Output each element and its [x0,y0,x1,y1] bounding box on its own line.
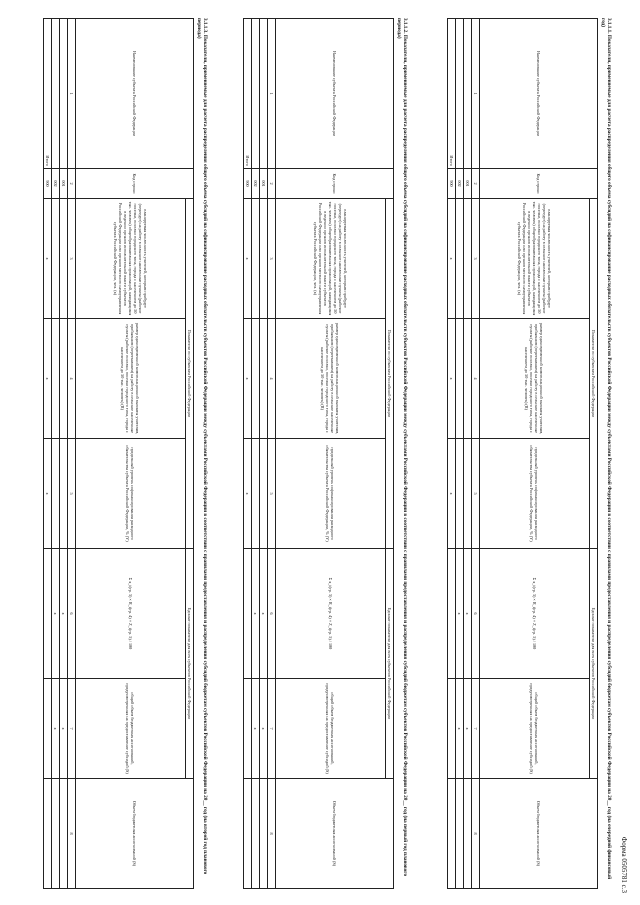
column-number: 4 [268,319,276,439]
section-title: 3.1.1.2. Показатели, применяемые для расчета распределения общего объема субсидий на софинансирование расходных обязательств субъектов Российской Федерации между субъектами Российской Федерации в соответствии с правилами предоставления и распределения субсидий бюджетам субъектов Российской Федерации на 20__ год (на первый год планового периода) [396,18,408,877]
table-row [260,19,268,889]
table-cell-x6 [52,779,60,889]
column-header-code: Код строки [76,169,194,199]
table-cell-x5: x [456,679,464,779]
total-cell-x3: x [244,439,252,549]
total-row [44,19,52,889]
table-cell-name [52,19,60,169]
total-cell-x2: x [448,319,456,439]
column-header-volume: Объем бюджетных ассигнований (S) [480,779,598,889]
table-row [464,19,472,889]
column-header-formula: Σ x_i(гр. 3) × R_i(гр. 4) × Z_i(гр. 5) / 100 [480,549,590,679]
table-cell-name [456,19,464,169]
table-cell-code: 002 [456,169,464,199]
column-header-volume: Объем бюджетных ассигнований (S) [276,779,394,889]
column-header-teachers: планируемая численность учителей, которым прибудут (переедут) на работу в сельские населенные пункты (рабочие поселки, поселки городского типа, города с населением до 50 тыс. человек) общеобразовательных организаций, находящихся в ведении органов исполнительной власти субъектов Российской Федерации или органов местного самоуправления субъекта Российской Федерации, чел. (x) [76,199,186,319]
column-header-name: Наименование субъекта Российской Федерации [480,19,598,169]
total-cell-code: 900 [44,169,52,199]
table-cell-x2 [60,319,68,439]
table-cell-code: 001 [464,169,472,199]
table-cell-x1 [260,199,268,319]
column-number: 1 [68,19,76,169]
header-group-common: Единые показатели для всех субъектов Российской Федерации [590,549,598,779]
column-number: 7 [68,679,76,779]
total-cell-x2: x [244,319,252,439]
table-cell-x4: x [456,549,464,679]
column-number: 7 [472,679,480,779]
table-cell-x5: x [252,679,260,779]
header-group-common: Единые показатели для всех субъектов Российской Федерации [186,549,194,779]
table-cell-name [464,19,472,169]
column-number: 5 [68,439,76,549]
total-cell-x6 [244,779,252,889]
table-cell-x3 [252,439,260,549]
section-title: 3.1.1.3. Показатели, применяемые для расчета распределения общего объема субсидий на софинансирование расходных обязательств субъектов Российской Федерации между субъектами Российской Федерации в соответствии с правилами предоставления и распределения субсидий бюджетам субъектов Российской Федерации на 20__ год (на второй год планового периода) [196,18,208,875]
table-cell-x3 [52,439,60,549]
header-group-subjects: Показатели по субъектам Российской Федерации [386,199,394,549]
table-cell-name [252,19,260,169]
column-header-cofinancing: предельный уровень софинансирования расходного обязательства субъекта Российской Федерации, % (Y) [276,439,386,549]
header-group-common: Единые показатели для всех субъектов Российской Федерации [386,549,394,779]
table-cell-x1 [60,199,68,319]
column-number: 4 [68,319,76,439]
total-cell-x4 [244,549,252,679]
table-row [456,19,464,889]
column-number: 8 [68,779,76,889]
total-cell-x4 [448,549,456,679]
indicator-table [243,18,394,889]
table-cell-name [60,19,68,169]
column-number: 2 [68,169,76,199]
column-header-teachers: планируемая численность учителей, которым прибудут (переедут) на работу в сельские населенные пункты (рабочие поселки, поселки городского типа, города с населением до 50 тыс. человек) общеобразовательных организаций, находящихся в ведении органов исполнительной власти субъектов Российской Федерации или органов местного самоуправления субъекта Российской Федерации, чел. (x) [480,199,590,319]
column-number: 1 [472,19,480,169]
table-cell-x6 [260,779,268,889]
table-cell-x5: x [52,679,60,779]
column-header-cofinancing: предельный уровень софинансирования расходного обязательства субъекта Российской Федерации, % (Y) [480,439,590,549]
indicator-table [447,18,598,889]
total-cell-x6 [44,779,52,889]
column-header-total-volume: общий объем бюджетных ассигнований, предусмотренных на предоставление субсидий (S) [480,679,590,779]
column-number: 2 [472,169,480,199]
table-cell-x2 [464,319,472,439]
total-cell-x4 [44,549,52,679]
table-cell-x6 [60,779,68,889]
section-2 [243,18,408,888]
total-cell-x5 [244,679,252,779]
column-number: 6 [472,549,480,679]
column-number: 5 [268,439,276,549]
table-cell-x2 [52,319,60,439]
column-header-name: Наименование субъекта Российской Федерации [276,19,394,169]
table-cell-x6 [252,779,260,889]
column-number: 4 [472,319,480,439]
indicator-table [43,18,194,889]
table-cell-code: 001 [260,169,268,199]
column-number: 6 [68,549,76,679]
table-cell-code: 001 [60,169,68,199]
column-header-payment: размер единовременной компенсационной выплаты учителям, прибывшим (переехавшим) на работу в сельские населенные пункты (рабочие поселки, поселки городского типа, города с населением до 50 тыс. человек) (R) [480,319,590,439]
total-cell-x5 [448,679,456,779]
table-cell-x5: x [260,679,268,779]
column-number: 8 [268,779,276,889]
table-cell-x2 [252,319,260,439]
table-cell-x3 [464,439,472,549]
total-cell-x1: x [44,199,52,319]
total-label: Итого [244,19,252,169]
total-cell-x1: x [244,199,252,319]
column-header-code: Код строки [480,169,598,199]
table-cell-code: 002 [252,169,260,199]
table-cell-x4: x [260,549,268,679]
table-cell-x3 [60,439,68,549]
table-cell-name [260,19,268,169]
total-cell-x6 [448,779,456,889]
table-cell-x2 [456,319,464,439]
table-cell-x1 [252,199,260,319]
table-cell-x1 [52,199,60,319]
table-cell-x3 [260,439,268,549]
section-3 [43,18,208,888]
column-header-payment: размер единовременной компенсационной выплаты учителям, прибывшим (переехавшим) на работу в сельские населенные пункты (рабочие поселки, поселки городского типа, города с населением до 50 тыс. человек) (R) [276,319,386,439]
column-header-payment: размер единовременной компенсационной выплаты учителям, прибывшим (переехавшим) на работу в сельские населенные пункты (рабочие поселки, поселки городского типа, города с населением до 50 тыс. человек) (R) [76,319,186,439]
total-row [244,19,252,889]
column-header-total-volume: общий объем бюджетных ассигнований, предусмотренных на предоставление субсидий (S) [76,679,186,779]
column-number: 6 [268,549,276,679]
table-cell-code: 002 [52,169,60,199]
total-row [448,19,456,889]
column-number: 2 [268,169,276,199]
table-row [252,19,260,889]
column-header-formula: Σ x_i(гр. 3) × R_i(гр. 4) × Z_i(гр. 5) / 100 [276,549,386,679]
column-header-code: Код строки [276,169,394,199]
form-code: Форма 0505781 с.3 [620,836,628,893]
header-group-subjects: Показатели по субъектам Российской Федерации [186,199,194,549]
table-row [60,19,68,889]
total-cell-x1: x [448,199,456,319]
column-header-teachers: планируемая численность учителей, которым прибудут (переедут) на работу в сельские населенные пункты (рабочие поселки, поселки городского типа, города с населением до 50 тыс. человек) общеобразовательных организаций, находящихся в ведении органов исполнительной власти субъектов Российской Федерации или органов местного самоуправления субъекта Российской Федерации, чел. (x) [276,199,386,319]
column-number: 1 [268,19,276,169]
table-cell-x6 [456,779,464,889]
column-header-total-volume: общий объем бюджетных ассигнований, предусмотренных на предоставление субсидий (S) [276,679,386,779]
table-cell-x1 [456,199,464,319]
column-number: 8 [472,779,480,889]
table-cell-x6 [464,779,472,889]
table-cell-x5: x [464,679,472,779]
total-label: Итого [448,19,456,169]
column-number: 3 [68,199,76,319]
total-cell-x3: x [448,439,456,549]
total-label: Итого [44,19,52,169]
column-header-name: Наименование субъекта Российской Федерации [76,19,194,169]
table-cell-x2 [260,319,268,439]
header-group-subjects: Показатели по субъектам Российской Федерации [590,199,598,549]
total-cell-x2: x [44,319,52,439]
column-number: 7 [268,679,276,779]
total-cell-x3: x [44,439,52,549]
table-row [52,19,60,889]
section-1 [447,18,612,888]
column-number: 5 [472,439,480,549]
column-number: 3 [268,199,276,319]
column-header-volume: Объем бюджетных ассигнований (S) [76,779,194,889]
column-header-cofinancing: предельный уровень софинансирования расходного обязательства субъекта Российской Федерации, % (Y) [76,439,186,549]
table-cell-x5: x [60,679,68,779]
table-cell-x4: x [464,549,472,679]
table-cell-x4: x [60,549,68,679]
table-cell-x4: x [252,549,260,679]
total-cell-x5 [44,679,52,779]
table-cell-x1 [464,199,472,319]
column-header-formula: Σ x_i(гр. 3) × R_i(гр. 4) × Z_i(гр. 5) / 100 [76,549,186,679]
column-number: 3 [472,199,480,319]
table-cell-x4: x [52,549,60,679]
total-cell-code: 900 [448,169,456,199]
section-title: 3.1.1.1. Показатели, применяемые для расчета распределения общего объема субсидий на софинансирование расходных обязательств субъектов Российской Федерации между субъектами Российской Федерации в соответствии с правилами предоставления и распределения субсидий бюджетам субъектов Российской Федерации на 20__ год (на очередной финансовый год) [600,18,612,880]
table-cell-x3 [456,439,464,549]
total-cell-code: 900 [244,169,252,199]
